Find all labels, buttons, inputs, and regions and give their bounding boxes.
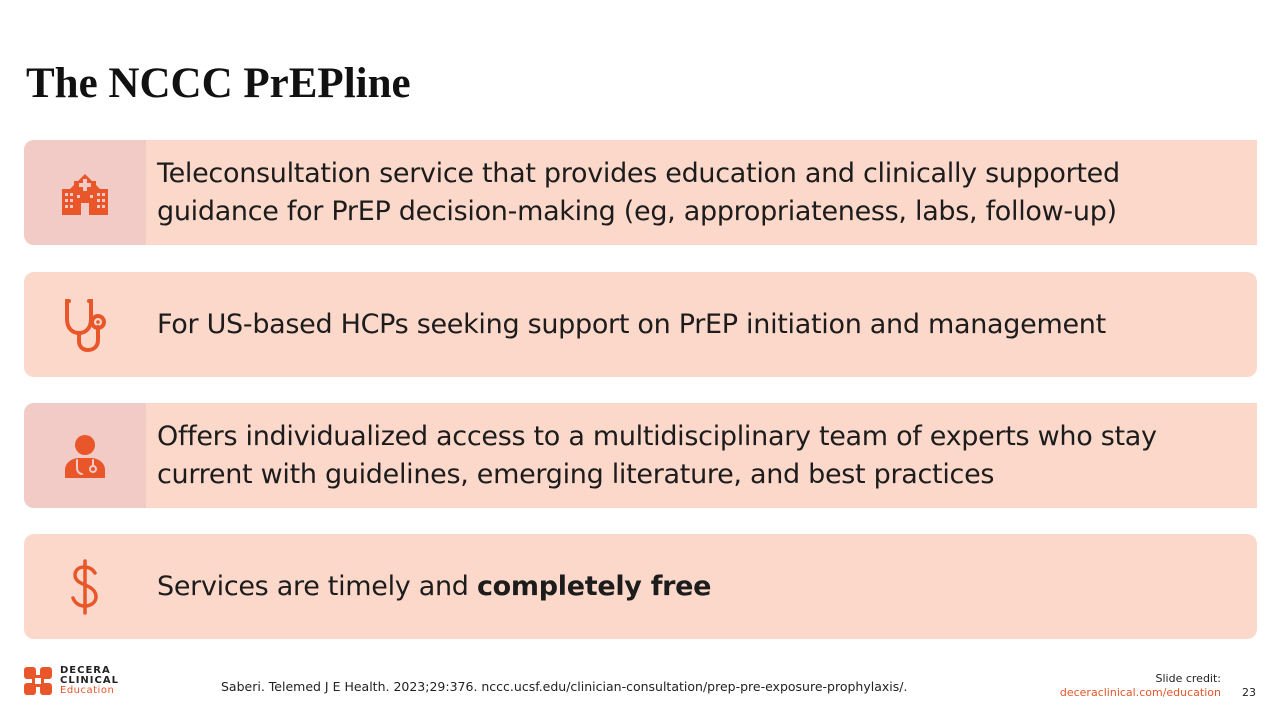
card-teleconsultation — [24, 140, 1257, 245]
hospital-icon — [60, 171, 110, 215]
card-experts — [24, 403, 1257, 508]
credit-link[interactable]: deceraclinical.com/education — [1059, 686, 1221, 699]
dollar-icon — [70, 559, 100, 615]
decera-logo — [24, 666, 119, 696]
card-free-services — [24, 534, 1257, 639]
card-icon-panel — [24, 140, 146, 245]
logo-text — [60, 666, 119, 696]
card-us-hcps — [24, 272, 1257, 377]
card-icon-panel — [24, 403, 146, 508]
slide-title: The NCCC PrEPline — [26, 60, 411, 107]
card-icon-panel — [24, 272, 146, 377]
card-text — [146, 568, 731, 606]
slide-credit — [1060, 672, 1221, 700]
citation: Saberi. Telemed J E Health. 2023;29:376. nccc.ucsf.edu/clinician-consultation/prep-pre-exposure-prophylaxis/. — [221, 679, 908, 694]
card-text: Offers individualized access to a multidisciplinary team of experts who stay current with guidelines, emerging literature, and best practices — [157, 420, 1157, 490]
logo-line-1: DECERA — [60, 665, 111, 676]
card-text-plain: Services are timely and — [157, 570, 477, 602]
card-icon-panel — [24, 534, 146, 639]
card-text: For US-based HCPs seeking support on PrEP initiation and management — [157, 308, 1106, 340]
card-text-emphasis: completely free — [476, 570, 712, 602]
card-text: Teleconsultation service that provides education and clinically supported guidance for PrEP decision-making (eg, appropriateness, labs, follow-up) — [157, 157, 1120, 227]
logo-line-2: CLINICAL — [60, 675, 119, 686]
page-number: 23 — [1242, 686, 1256, 699]
logo-mark-icon — [24, 667, 52, 695]
logo-line-3: Education — [60, 685, 115, 696]
stethoscope-icon — [63, 297, 107, 353]
doctor-icon — [63, 434, 107, 478]
credit-label: Slide credit: — [1155, 672, 1221, 685]
